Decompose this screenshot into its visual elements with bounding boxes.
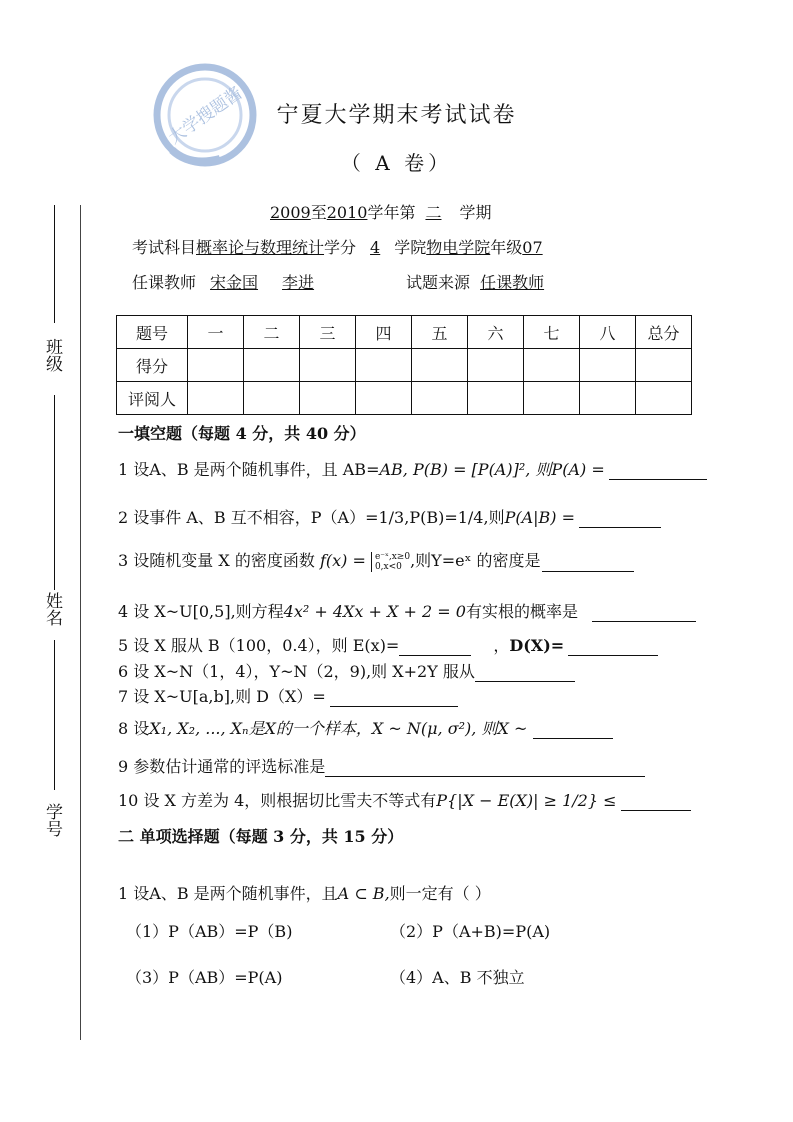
reviewer-cell[interactable]: [300, 382, 356, 415]
q7-answer-blank[interactable]: [330, 689, 458, 707]
class-label: 班级: [42, 338, 62, 372]
watermark-text: 大学搜题酱: [165, 83, 247, 149]
subject-value: 概率论与数理统计: [196, 238, 325, 257]
mcq1-math: A ⊂ B,: [337, 884, 390, 903]
q4-prefix: 4 设 X~U[0,5],则方程: [118, 602, 284, 621]
name-blank-top: [54, 395, 55, 590]
score-cell[interactable]: [524, 349, 580, 382]
question-7: [118, 684, 458, 707]
q1-math: AB, P(B) = [P(A)]², 则P(A) =: [379, 460, 605, 479]
mcq1-suffix: 则一定有（ ）: [389, 884, 491, 903]
question-9: [118, 754, 645, 777]
q10-math: P{|X − E(X)| ≥ 1/2} ≤: [436, 791, 617, 810]
student-id-label: 学号: [42, 803, 62, 837]
score-header-cell: 八: [580, 316, 636, 349]
q2-answer-blank[interactable]: [579, 510, 661, 528]
q2-math: P(A|B) =: [504, 508, 576, 527]
q3-piece2: 0,x<0: [374, 561, 402, 572]
teacher1-value: 宋金国: [210, 273, 259, 292]
score-header-cell: 五: [412, 316, 468, 349]
reviewer-cell[interactable]: [468, 382, 524, 415]
score-cell[interactable]: [244, 349, 300, 382]
score-cell[interactable]: [412, 349, 468, 382]
q9-answer-blank[interactable]: [325, 759, 645, 777]
reviewer-cell[interactable]: [412, 382, 468, 415]
score-row: [117, 349, 692, 382]
term-value: 二: [425, 203, 442, 222]
mcq1-prefix: 1 设A、B 是两个随机事件，且: [118, 884, 338, 903]
class-blank: [54, 205, 55, 323]
reviewer-cell[interactable]: [244, 382, 300, 415]
source-label: 试题来源: [406, 273, 471, 292]
question-4: [118, 599, 696, 622]
score-header-row: [117, 316, 692, 349]
zhi-text: 至: [310, 203, 327, 222]
q4-math: 4x² + 4Xx + X + 2 = 0: [283, 602, 466, 621]
reviewer-cell[interactable]: [580, 382, 636, 415]
q9-text: 9 参数估计通常的评选标准是: [118, 757, 326, 776]
score-header-cell: 四: [356, 316, 412, 349]
xueqi-text: 学期: [459, 203, 492, 222]
q8-answer-blank[interactable]: [533, 721, 613, 739]
score-header-cell: 题号: [117, 316, 188, 349]
subject-label: 考试科目: [132, 238, 197, 257]
year-to: 2010: [326, 203, 368, 222]
reviewer-row-label: 评阅人: [117, 382, 188, 415]
q5-ex-blank[interactable]: [399, 638, 471, 656]
q3-prefix: 3 设随机变量 X 的密度函数: [118, 551, 315, 570]
score-table: [116, 315, 692, 415]
q6-answer-blank[interactable]: [475, 664, 575, 682]
credit-value: 4: [370, 238, 381, 257]
name-blank-bottom: [54, 640, 55, 790]
mc-option-2[interactable]: （2）P（A+B)=P(A): [390, 922, 551, 941]
q8-math: X₁, X₂, ..., Xₙ是X的一个样本，X ~ N(μ, σ²), 则X ~: [149, 719, 528, 738]
score-header-cell: 总分: [636, 316, 692, 349]
exam-subtitle: （ A 卷）: [340, 151, 453, 175]
reviewer-cell[interactable]: [524, 382, 580, 415]
q4-answer-blank[interactable]: [592, 604, 696, 622]
q5-prefix: 5 设 X 服从 B（100，0.4），则 E(x)=: [118, 636, 400, 655]
score-header-cell: 二: [244, 316, 300, 349]
year-from: 2009: [270, 203, 311, 222]
score-header-cell: 一: [188, 316, 244, 349]
exam-title: 宁夏大学期末考试试卷: [276, 103, 517, 128]
source-value: 任课教师: [480, 273, 545, 292]
reviewer-row: [117, 382, 692, 415]
q6-text: 6 设 X~N（1，4），Y~N（2，9),则 X+2Y 服从: [118, 662, 475, 681]
teacher-line: [132, 270, 602, 293]
credit-label: 学分: [324, 238, 357, 257]
q1-prefix: 1 设A、B 是两个随机事件，且 AB=: [118, 460, 380, 479]
question-1: [118, 457, 707, 480]
score-cell[interactable]: [636, 349, 692, 382]
mc-option-4[interactable]: （4）A、B 不独立: [390, 968, 525, 987]
q5-dx-blank[interactable]: [568, 638, 658, 656]
score-header-cell: 七: [524, 316, 580, 349]
reviewer-cell[interactable]: [636, 382, 692, 415]
q3-piecewise: [371, 552, 410, 572]
q10-prefix: 10 设 X 方差为 4，则根据切比雪夫不等式有: [118, 791, 437, 810]
score-cell[interactable]: [188, 349, 244, 382]
q2-prefix: 2 设事件 A、B 互不相容，P（A）=1/3,P(B)=1/4,则: [118, 508, 505, 527]
score-cell[interactable]: [300, 349, 356, 382]
q3-answer-blank[interactable]: [542, 554, 634, 572]
question-10: [118, 788, 691, 811]
score-header-cell: 三: [300, 316, 356, 349]
section2-heading: 二 单项选择题（每题 3 分，共 15 分）: [118, 827, 404, 846]
term-line: [270, 200, 492, 223]
name-label: 姓名: [42, 592, 62, 626]
score-cell[interactable]: [356, 349, 412, 382]
q4-suffix: 有实根的概率是: [465, 602, 578, 621]
binding-line: [80, 205, 81, 1040]
score-header-cell: 六: [468, 316, 524, 349]
q5-dx-label: D(X)=: [509, 636, 565, 655]
grade-value: 07: [522, 238, 543, 257]
question-3: [118, 548, 634, 572]
reviewer-cell[interactable]: [188, 382, 244, 415]
subject-line: [132, 235, 581, 258]
question-2: [118, 505, 661, 528]
q7-text: 7 设 X~U[a,b],则 D（X）=: [118, 687, 326, 706]
section1-heading: 一填空题（每题 4 分，共 40 分）: [118, 424, 366, 443]
reviewer-cell[interactable]: [356, 382, 412, 415]
college-value: 物电学院: [426, 238, 491, 257]
mc-question-1: [118, 881, 491, 904]
q5-separator: ，: [493, 636, 510, 655]
xuenian-text: 学年第: [367, 203, 416, 222]
q3-piece1: e⁻ˣ,x≥0: [374, 551, 411, 562]
question-5: [118, 633, 658, 656]
q3-math: f(x) =: [319, 551, 366, 570]
grade-label: 年级: [490, 238, 523, 257]
score-cell[interactable]: [468, 349, 524, 382]
teacher2-value: 李进: [282, 273, 315, 292]
college-label: 学院: [394, 238, 427, 257]
mc-option-3[interactable]: （3）P（AB）=P(A): [126, 968, 283, 987]
mc-option-1[interactable]: （1）P（AB）=P（B): [126, 922, 293, 941]
q8-prefix: 8 设: [118, 719, 150, 738]
question-8: [118, 716, 613, 739]
q3-suffix: ,则Y=eˣ 的密度是: [410, 551, 541, 570]
score-cell[interactable]: [580, 349, 636, 382]
teacher-label: 任课教师: [132, 273, 197, 292]
q1-answer-blank[interactable]: [609, 462, 707, 480]
score-row-label: 得分: [117, 349, 188, 382]
question-6: [118, 659, 575, 682]
q10-answer-blank[interactable]: [621, 793, 691, 811]
